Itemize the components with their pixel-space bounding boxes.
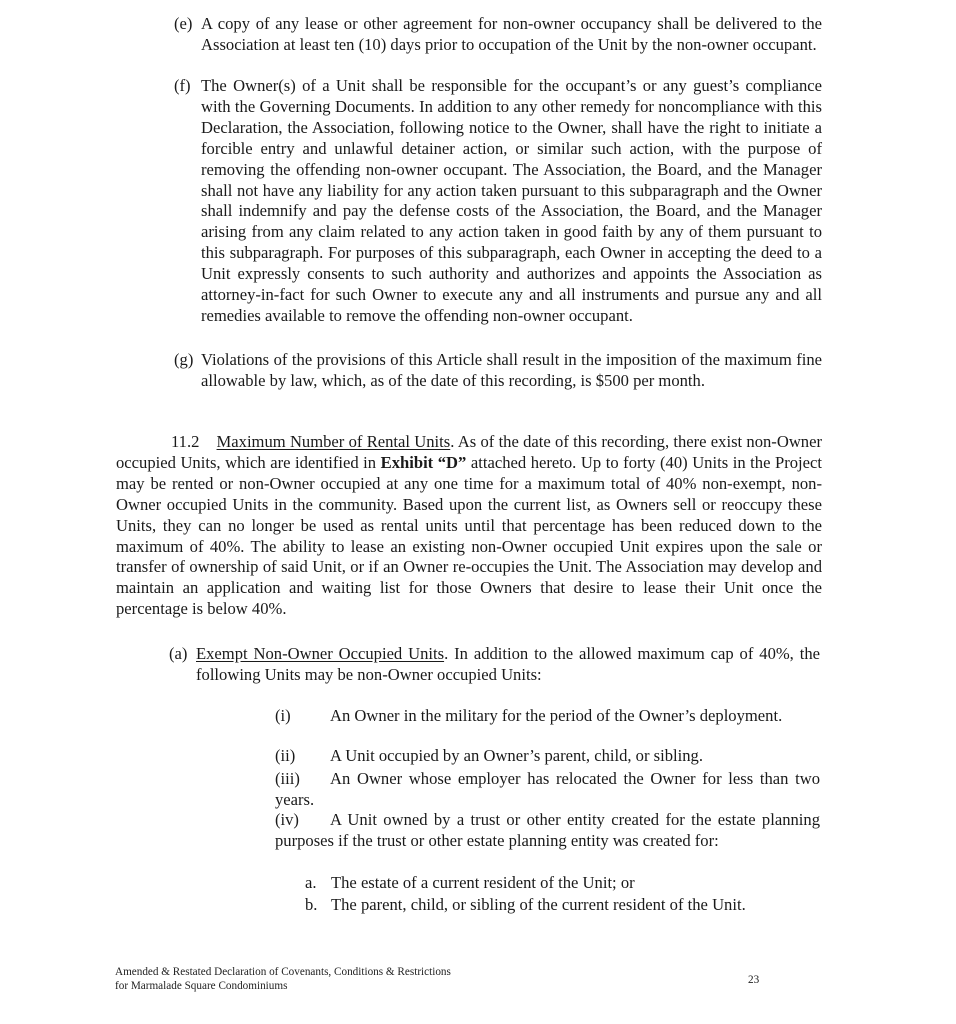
subsection-a xyxy=(169,644,820,686)
item-marker: (iv) xyxy=(275,810,299,829)
item-text: A Unit occupied by an Owner’s parent, child, or sibling. xyxy=(330,746,703,765)
list-item-f xyxy=(174,76,822,327)
subsection-a-text xyxy=(196,644,820,686)
list-item-g xyxy=(174,350,822,392)
item-marker: (ii) xyxy=(275,746,296,765)
section-text-2: attached hereto. Up to forty (40) Units in the Project may be rented or non-Owner occupied at any one time for a maximum total of 40% non-exempt, non-Owner occupied Units in the community. Based upon the current list, as Owners sell or reoccupy these Units, they can no longer be used as rental units until that percentage has been reduced down to the maximum of 40%. The ability to lease an existing non-Owner occupied Unit expires upon the sale or transfer of ownership of said Unit, or if an Owner re-occupies the Unit. The Association may develop and maintain an application and waiting list for those Owners that desire to lease their Unit once the percentage is below 40%. xyxy=(116,452,822,619)
item-text: The parent, child, or sibling of the current resident of the Unit. xyxy=(331,895,746,914)
list-item-roman xyxy=(275,810,820,852)
exhibit-reference: Exhibit “D” xyxy=(380,452,467,472)
list-item-letter xyxy=(305,873,805,894)
section-11-2-paragraph xyxy=(116,432,822,620)
item-text: An Owner in the military for the period of the Owner’s deployment. xyxy=(330,706,783,725)
section-heading: Maximum Number of Rental Units xyxy=(216,432,451,451)
item-text: An Owner whose employer has relocated the Owner for less than two years. xyxy=(275,769,820,809)
footer-line-1: Amended & Restated Declaration of Covenants, Conditions & Restrictions xyxy=(115,966,451,978)
item-text: The estate of a current resident of the Unit; or xyxy=(331,873,635,892)
item-text: A Unit owned by a trust or other entity created for the estate planning purposes if the trust or other estate planning entity was created for: xyxy=(275,810,820,850)
list-item-roman xyxy=(275,746,820,767)
item-marker: (e) xyxy=(174,14,193,33)
item-text: The Owner(s) of a Unit shall be responsible for the occupant’s or any guest’s compliance with the Governing Documents. In addition to any other remedy for noncompliance with this Declaration, the Association, following notice to the Owner, shall have the right to initiate a forcible entry and unlawful detainer action, or similar such action, with the purpose of removing the offending non-owner occupant. The Association, the Board, and the Manager shall not have any liability for any action taken pursuant to this subparagraph and the Owner shall indemnify and pay the defense costs of the Association, the Board, and the Manager arising from any claim related to any action taken in good faith by any of them pursuant to this subparagraph. For purposes of this subparagraph, each Owner in accepting the deed to a Unit expressly consents to such authority and authorizes and appoints the Association as attorney-in-fact for such Owner to execute any and all instruments and pursue any and all remedies available to remove the offending non-owner occupant. xyxy=(201,76,822,325)
subsection-body: . In addition to the allowed maximum cap of 40%, the following Units may be non-Owner occupied Units: xyxy=(196,644,820,684)
footer-line-2: for Marmalade Square Condominiums xyxy=(115,980,288,992)
list-item-roman xyxy=(275,706,820,727)
item-marker: (i) xyxy=(275,706,291,725)
item-marker: a. xyxy=(305,873,317,892)
subsection-heading: Exempt Non-Owner Occupied Units xyxy=(196,644,445,663)
page-number: 23 xyxy=(748,974,760,986)
page-footer xyxy=(115,965,451,993)
item-marker: b. xyxy=(305,895,318,914)
list-item-roman xyxy=(275,769,820,811)
item-marker: (g) xyxy=(174,350,194,369)
list-item-e xyxy=(174,14,822,56)
section-number: 11.2 xyxy=(171,432,200,451)
item-marker: (iii) xyxy=(275,769,300,788)
item-marker: (a) xyxy=(169,644,188,663)
section-text-1: . As of the date of this recording, there exist non-Owner occupied Units, which are identified in xyxy=(116,432,822,472)
item-text: A copy of any lease or other agreement for non-owner occupancy shall be delivered to the Association at least ten (10) days prior to occupation of the Unit by the non-owner occupant. xyxy=(201,14,822,54)
item-text: Violations of the provisions of this Article shall result in the imposition of the maximum fine allowable by law, which, as of the date of this recording, is $500 per month. xyxy=(201,350,822,390)
list-item-letter xyxy=(305,895,805,916)
item-marker: (f) xyxy=(174,76,191,95)
